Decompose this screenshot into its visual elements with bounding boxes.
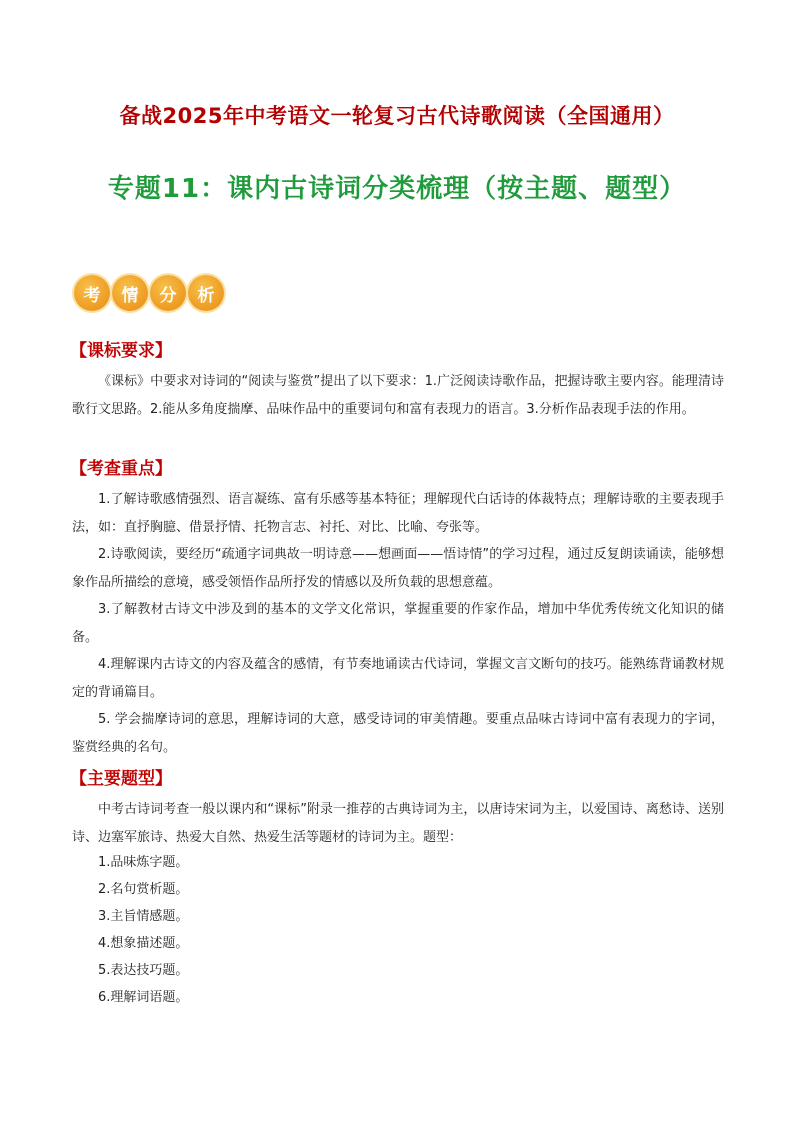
type-item: 5.表达技巧题。 (98, 963, 189, 978)
badge-char: 分 (150, 275, 186, 311)
focus-item: 1.了解诗歌感情强烈、语言凝练、富有乐感等基本特征；理解现代白话诗的体裁特点；理解诗歌的主要表现手法，如：直抒胸臆、借景抒情、托物言志、衬托、对比、比喻、夸张等。 (72, 492, 724, 535)
section-heading-focus: 【考查重点】 (70, 459, 172, 479)
type-item: 6.理解词语题。 (98, 990, 189, 1005)
section-heading-standard: 【课标要求】 (70, 341, 172, 361)
standard-paragraph: 《课标》中要求对诗词的“阅读与鉴赏”提出了以下要求：1.广泛阅读诗歌作品，把握诗歌主要内容。能理清诗歌行文思路。2.能从多角度揣摩、品味作品中的重要词句和富有表现力的语言。3.分析作品表现手法的作用。 (72, 374, 724, 417)
document-title: 备战2025年中考语文一轮复习古代诗歌阅读（全国通用） (119, 104, 675, 128)
type-item: 1.品味炼字题。 (98, 855, 189, 870)
document-subtitle: 专题11：课内古诗词分类梳理（按主题、题型） (107, 174, 687, 204)
type-item: 4.想象描述题。 (98, 936, 189, 951)
focus-item: 5. 学会揣摩诗词的意思，理解诗词的大意，感受诗词的审美情趣。要重点品味古诗词中富有表现力的字词，鉴赏经典的名句。 (72, 712, 724, 755)
focus-item: 2.诗歌阅读，要经历“疏通字词典故一明诗意——想画面——悟诗情”的学习过程，通过反复朗读诵读，能够想象作品所描绘的意境，感受领悟作品所抒发的情感以及所负载的思想意蕴。 (72, 547, 724, 590)
badge-char: 情 (112, 275, 148, 311)
section-heading-types: 【主要题型】 (70, 769, 172, 789)
badge-char: 考 (74, 275, 110, 311)
type-item: 3.主旨情感题。 (98, 909, 189, 924)
analysis-badge (74, 275, 224, 311)
type-item: 2.名句赏析题。 (98, 882, 189, 897)
focus-item: 3.了解教材古诗文中涉及到的基本的文学文化常识，掌握重要的作家作品，增加中华优秀传统文化知识的储备。 (72, 602, 724, 645)
types-intro: 中考古诗词考查一般以课内和“课标”附录一推荐的古典诗词为主，以唐诗宋词为主，以爱国诗、离愁诗、送别诗、边塞军旅诗、热爱大自然、热爱生活等题材的诗词为主。题型： (72, 802, 724, 845)
badge-char: 析 (188, 275, 224, 311)
focus-item: 4.理解课内古诗文的内容及蕴含的感情，有节奏地诵读古代诗词，掌握文言文断句的技巧。能熟练背诵教材规定的背诵篇目。 (72, 657, 724, 700)
